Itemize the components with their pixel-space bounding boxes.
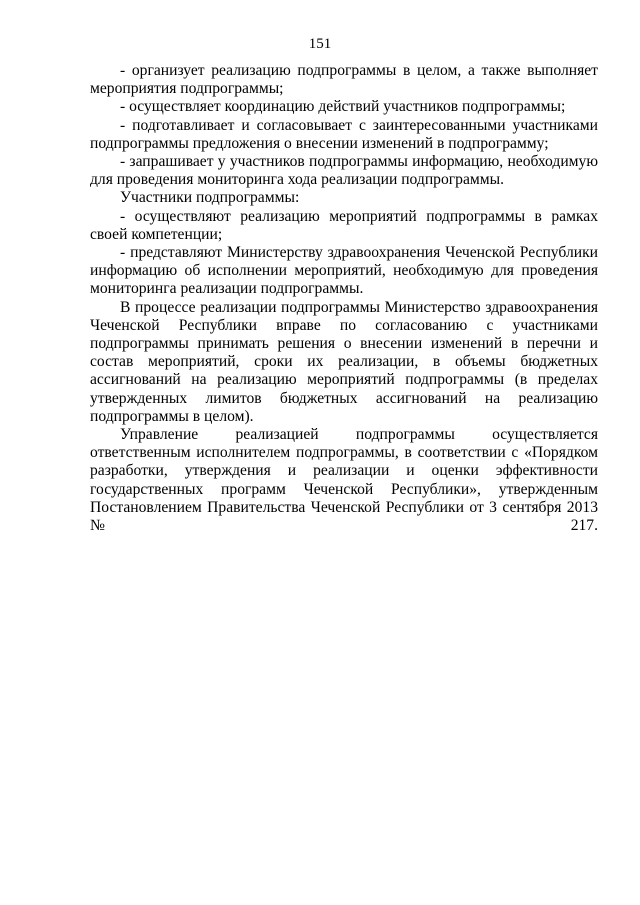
paragraph: - запрашивает у участников подпрограммы информацию, необходимую для проведения мониторинга хода реализации подпрограммы.	[90, 153, 598, 189]
paragraph: - осуществляют реализацию мероприятий подпрограммы в рамках своей компетенции;	[90, 207, 598, 243]
paragraph: - осуществляет координацию действий участников подпрограммы;	[120, 98, 566, 116]
page-number: 151	[308, 36, 332, 52]
paragraph: - представляют Министерству здравоохранения Чеченской Республики информацию об исполнении мероприятий, необходимую для проведения мониторинга реализации подпрограммы.	[90, 244, 598, 298]
document-body	[90, 62, 598, 535]
paragraph: Участники подпрограммы:	[120, 189, 300, 207]
paragraph: - организует реализацию подпрограммы в целом, а также выполняет мероприятия подпрограммы;	[90, 62, 598, 98]
paragraph: В процессе реализации подпрограммы Министерство здравоохранения Чеченской Республики вправе по согласованию с участниками подпрограммы принимать решения о внесении изменений в перечни и состав мероприятий, сроки их реализации, в объемы бюджетных ассигнований на реализацию мероприятий подпрограммы (в пределах утвержденных лимитов бюджетных ассигнований на реализацию подпрограммы в целом).	[90, 298, 598, 425]
paragraph: Управление реализацией подпрограммы осуществляется ответственным исполнителем подпрограммы, в соответствии с «Порядком разработки, утверждения и реализации и оценки эффективности государственных программ Чеченской Республики», утвержденным Постановлением Правительства Чеченской Республики от 3 сентября 2013 № 217.	[90, 426, 598, 535]
paragraph: - подготавливает и согласовывает с заинтересованными участниками подпрограммы предложения о внесении изменений в подпрограмму;	[90, 116, 598, 152]
